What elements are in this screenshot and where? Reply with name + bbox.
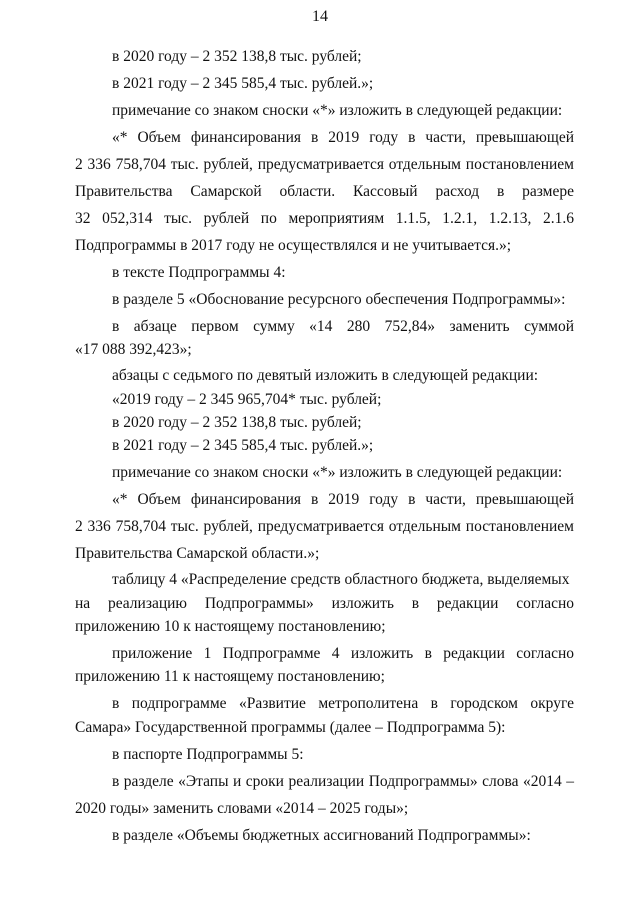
text-line: приложение 1 Подпрограмме 4 изложить в редакции согласно [112,645,574,662]
text-line: 2 336 758,704 тыс. рублей, предусматривается отдельным постановлением [75,156,574,173]
text-line: «* Объем финансирования в 2019 году в части, превышающей [112,491,574,508]
text-line: в 2021 году – 2 345 585,4 тыс. рублей.»; [112,75,374,92]
text-line: 2020 годы» заменить словами «2014 – 2025 годы»; [75,800,409,817]
text-line: примечание со знаком сноски «*» изложить в следующей редакции: [112,102,563,119]
text-line: приложению 10 к настоящему постановлению; [75,618,386,635]
text-line: Самара» Государственной программы (далее – Подпрограмма 5): [75,719,506,736]
page-number: 14 [312,8,328,25]
text-line: Правительства Самарской области.»; [75,545,320,562]
text-line: Правительства Самарской области. Кассовый расход в размере [75,183,574,200]
text-line: в 2020 году – 2 352 138,8 тыс. рублей; [112,414,362,431]
text-line: в разделе «Объемы бюджетных ассигнований Подпрограммы»: [112,827,531,844]
text-line: в разделе 5 «Обоснование ресурсного обеспечения Подпрограммы»: [112,291,566,308]
text-line: 2 336 758,704 тыс. рублей, предусматривается отдельным постановлением [75,518,574,535]
text-line: примечание со знаком сноски «*» изложить в следующей редакции: [112,464,563,481]
text-line: в абзаце первом сумму «14 280 752,84» заменить суммой [112,318,574,335]
text-line: в 2021 году – 2 345 585,4 тыс. рублей.»; [112,437,374,454]
text-line: «17 088 392,423»; [75,341,192,358]
text-line: Подпрограммы в 2017 году не осуществлялся и не учитывается.»; [75,237,512,254]
text-line: приложению 11 к настоящему постановлению; [75,668,385,685]
text-line: 32 052,314 тыс. рублей по мероприятиям 1.1.5, 1.2.1, 1.2.13, 2.1.6 [75,210,574,227]
text-line: таблицу 4 «Распределение средств областного бюджета, выделяемых [112,571,570,588]
text-line: на реализацию Подпрограммы» изложить в редакции согласно [75,595,574,612]
text-line: абзацы с седьмого по девятый изложить в следующей редакции: [112,367,539,384]
text-line: «2019 году – 2 345 965,704* тыс. рублей; [112,391,382,408]
text-line: в разделе «Этапы и сроки реализации Подпрограммы» слова «2014 – [112,773,574,790]
text-line: «* Объем финансирования в 2019 году в части, превышающей [112,129,574,146]
text-line: в паспорте Подпрограммы 5: [112,746,304,763]
text-line: в 2020 году – 2 352 138,8 тыс. рублей; [112,48,362,65]
text-line: в тексте Подпрограммы 4: [112,264,286,281]
text-line: в подпрограмме «Развитие метрополитена в городском округе [112,695,574,712]
